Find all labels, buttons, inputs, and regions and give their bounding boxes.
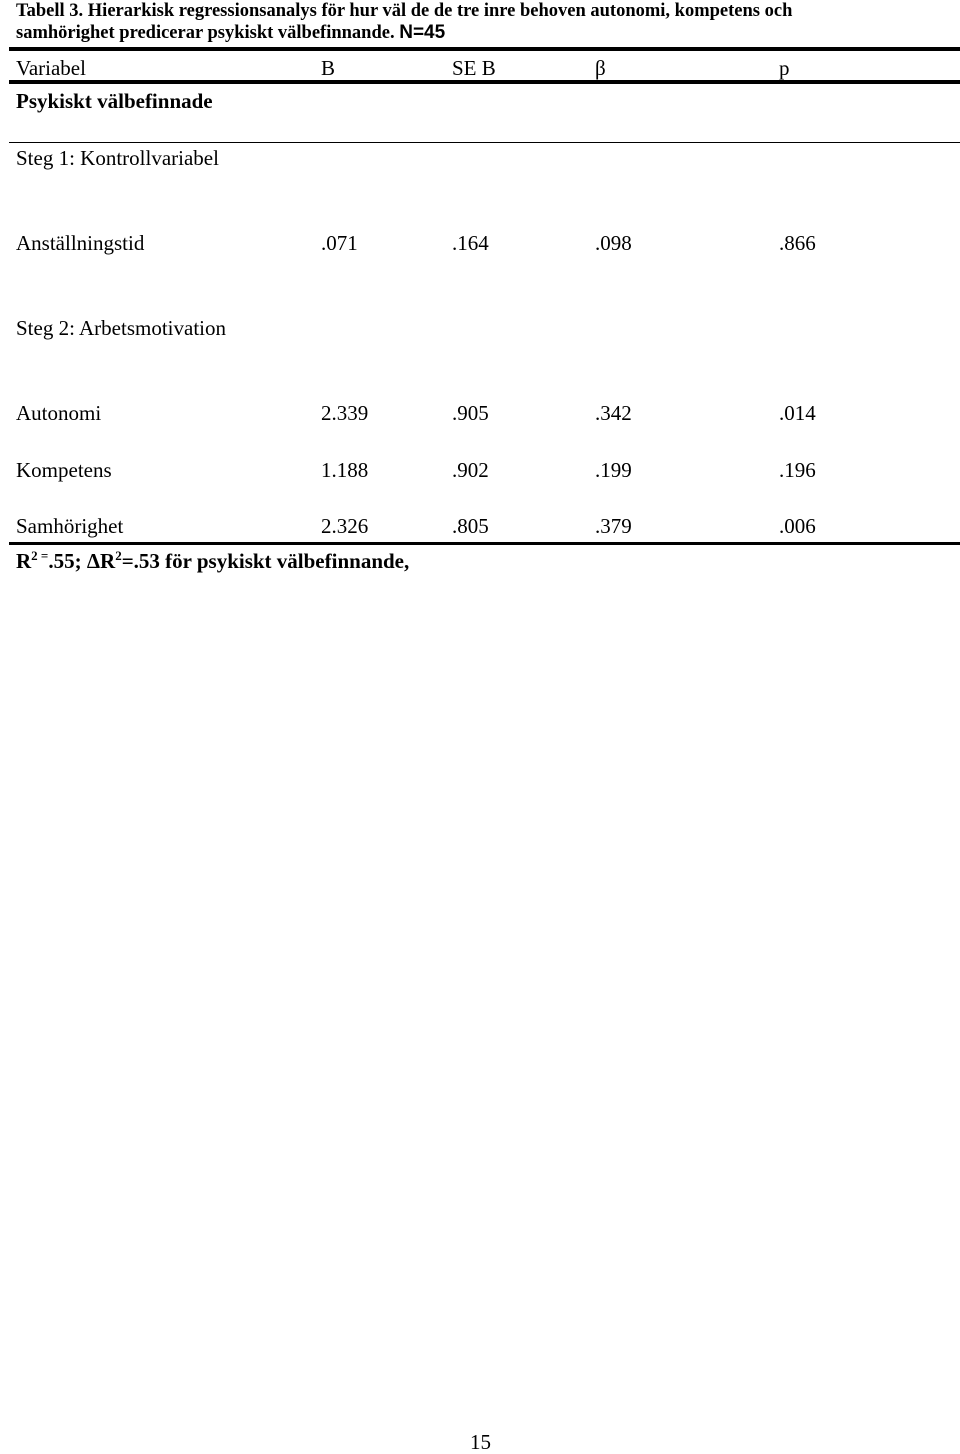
step-2-label: Steg 2: Arbetsmotivation (16, 316, 226, 340)
row-se-b: .164 (452, 231, 489, 255)
note-r: R (16, 549, 32, 573)
sample-size: N=45 (399, 22, 446, 43)
row-beta: .199 (595, 458, 632, 482)
row-p: .014 (779, 401, 816, 425)
dependent-variable-title: Psykiskt välbefinnade (16, 89, 213, 113)
table-bottom-rule (9, 542, 960, 545)
row-p: .006 (779, 514, 816, 538)
row-variable: Autonomi (16, 401, 102, 425)
row-beta: .342 (595, 401, 632, 425)
row-b: 2.339 (321, 401, 369, 425)
row-variable: Samhörighet (16, 514, 124, 538)
table-section-rule (9, 142, 960, 143)
page-number: 15 (470, 1430, 491, 1454)
row-b: 1.188 (321, 458, 369, 482)
row-se-b: .905 (452, 401, 489, 425)
row-se-b: .902 (452, 458, 489, 482)
row-variable: Kompetens (16, 458, 112, 482)
table-caption (16, 0, 956, 44)
caption-line-2 (16, 22, 956, 44)
header-beta: β (595, 56, 606, 80)
table-note (16, 548, 409, 574)
row-se-b: .805 (452, 514, 489, 538)
row-p: .866 (779, 231, 816, 255)
header-se-b: SE B (452, 56, 496, 80)
note-delta-r-superscript: 2 (115, 548, 122, 563)
row-beta: .098 (595, 231, 632, 255)
row-b: .071 (321, 231, 358, 255)
note-r-value: .55; (48, 549, 87, 573)
header-variabel: Variabel (16, 56, 86, 80)
header-b: B (321, 56, 336, 80)
table-header-rule (9, 80, 960, 84)
note-delta-r: ΔR (86, 549, 116, 573)
step-1-label: Steg 1: Kontrollvariabel (16, 146, 219, 170)
row-beta: .379 (595, 514, 632, 538)
table-top-rule (9, 47, 960, 51)
row-p: .196 (779, 458, 816, 482)
caption-line-1: Tabell 3. Hierarkisk regressionsanalys för hur väl de de tre inre behoven autonomi, kompetens och (16, 1, 793, 21)
note-delta-r-value: =.53 för psykiskt välbefinnande, (121, 549, 410, 573)
row-b: 2.326 (321, 514, 369, 538)
caption-line-2-text: samhörighet predicerar psykiskt välbefinnande. (16, 23, 395, 43)
note-r-superscript: 2 = (31, 548, 49, 563)
row-variable: Anställningstid (16, 231, 145, 255)
header-p: p (779, 56, 790, 80)
